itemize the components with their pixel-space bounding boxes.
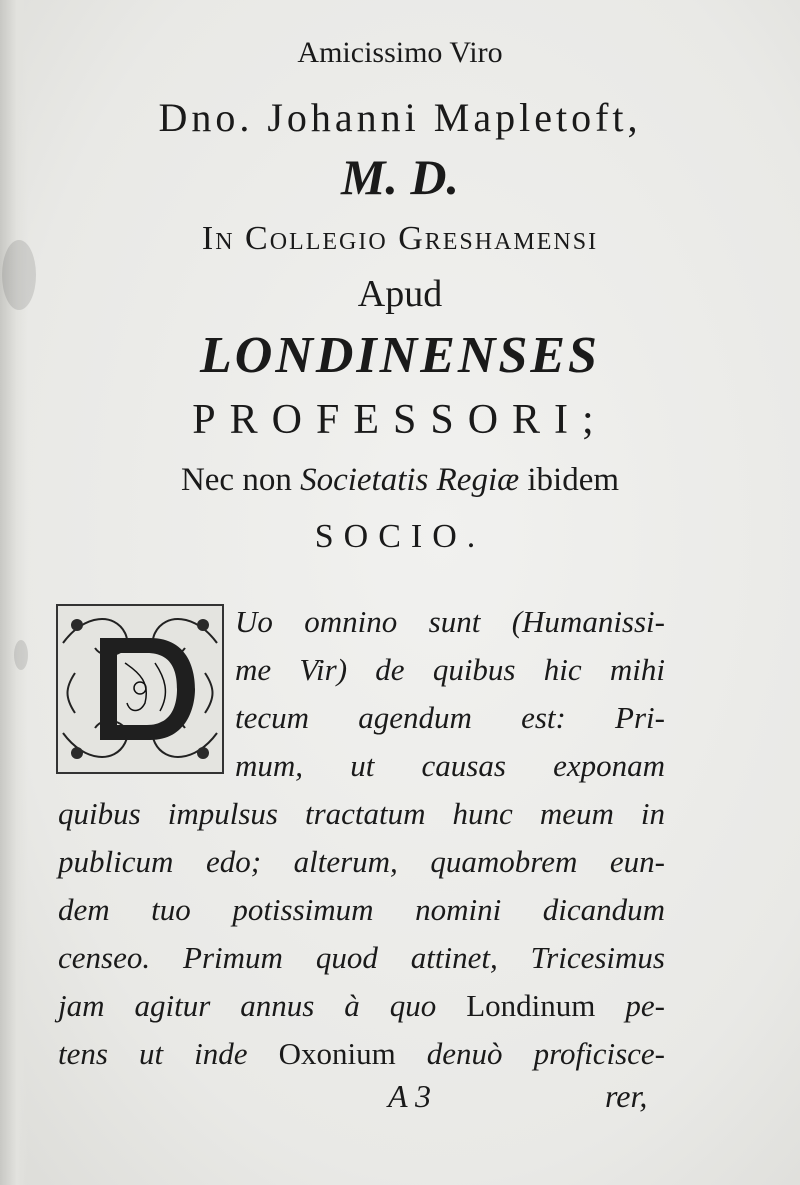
body-line-5: quibus impulsus tractatum hunc meum in [58,796,665,831]
body-line-4: mum, ut causas exponam [235,748,665,783]
dedication-socio: SOCIO. [314,518,486,555]
body-line-9: jam agitur annus à quo Londinum pe- [58,988,665,1023]
catchword: rer, [605,1078,648,1114]
society-prefix: Nec non [180,462,292,498]
dedication-apud: Apud [357,273,443,315]
dedication-degree: M. D. [340,149,460,205]
stain [14,640,28,670]
roman-word: Londinum [466,988,596,1023]
body-line-10: tens ut inde Oxonium denuò proficisce- [58,1036,666,1071]
body-line-3: tecum agendum est: Pri- [235,700,665,735]
dedication-professori: PROFESSORI; [192,397,608,443]
dedication-name: Dno. Johanni Mapletoft, [158,95,642,140]
decorated-initial-icon [55,603,225,775]
body-line-1: Uo omnino sunt (Humanissi- [235,604,665,639]
roman-word: Oxonium [278,1036,396,1071]
body-line-2: me Vir) de quibus hic mihi [235,652,665,687]
body-line-8: censeo. Primum quod attinet, Tricesimus [58,940,665,975]
society-suffix: ibidem [527,462,620,498]
body-line-6: publicum edo; alterum, quamobrem eun- [58,844,665,879]
dedication-line-1: Amicissimo Viro [297,36,503,69]
body-line-7: dem tuo potissimum nomini dicandum [58,892,665,927]
signature-mark: A 3 [388,1078,431,1114]
society-name: Societatis Regiæ [300,462,520,498]
dedication-society [0,462,800,499]
dedication-college: In Collegio Greshamensi [201,220,599,257]
dedication-city: LONDINENSES [200,327,600,384]
